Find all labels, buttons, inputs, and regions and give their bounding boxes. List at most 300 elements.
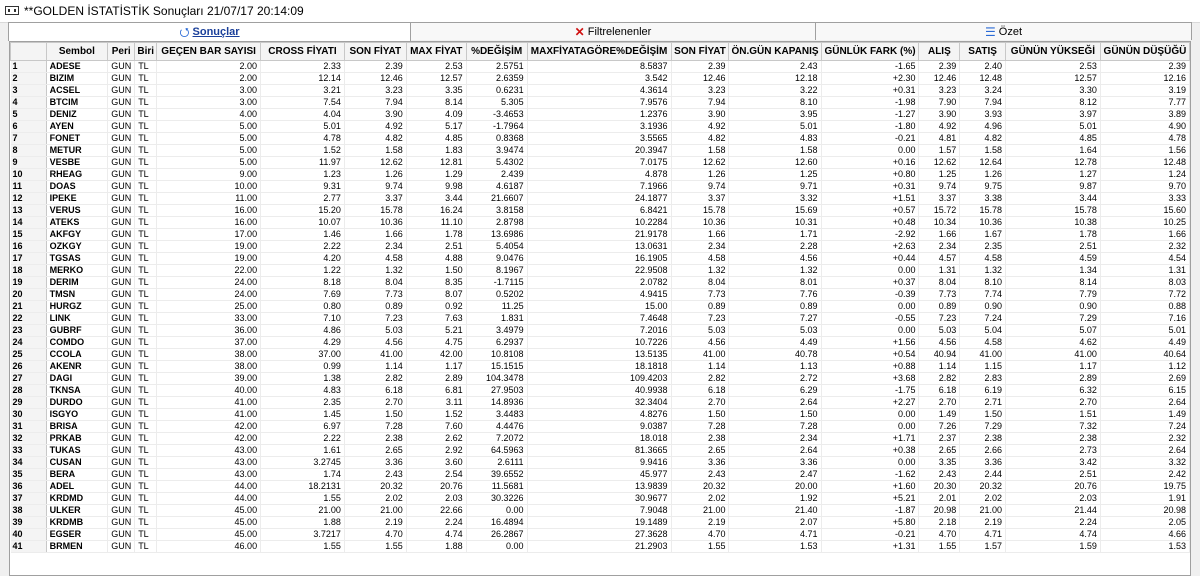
column-header[interactable]: %DEĞİŞİM: [466, 43, 527, 61]
table-cell: 15.00: [527, 301, 671, 313]
table-row[interactable]: [11, 361, 1190, 373]
table-cell: GUN: [108, 433, 135, 445]
table-cell: 4.29: [261, 337, 345, 349]
table-cell: 5.01: [1006, 121, 1101, 133]
table-cell: TL: [135, 325, 157, 337]
table-cell: 1.26: [960, 169, 1006, 181]
table-cell: 5.04: [960, 325, 1006, 337]
table-cell: 4.82: [960, 133, 1006, 145]
symbol-cell: PRKAB: [46, 433, 108, 445]
table-cell: 46.00: [157, 541, 261, 553]
symbol-cell: VESBE: [46, 157, 108, 169]
table-cell: 7.79: [1006, 289, 1101, 301]
column-header[interactable]: Biri: [135, 43, 157, 61]
table-cell: 2.64: [729, 397, 821, 409]
table-cell: 12.46: [919, 73, 960, 85]
table-row[interactable]: [11, 529, 1190, 541]
table-cell: GUN: [108, 421, 135, 433]
table-row[interactable]: [11, 421, 1190, 433]
table-row[interactable]: [11, 169, 1190, 181]
row-number: 6: [11, 121, 47, 133]
table-cell: 3.32: [1100, 457, 1189, 469]
table-cell: 7.9576: [527, 97, 671, 109]
table-cell: 4.49: [729, 337, 821, 349]
symbol-cell: CCOLA: [46, 349, 108, 361]
table-cell: 2.89: [1006, 373, 1101, 385]
table-cell: 33.00: [157, 313, 261, 325]
table-cell: TL: [135, 181, 157, 193]
table-row[interactable]: [11, 505, 1190, 517]
table-cell: 27.9503: [466, 385, 527, 397]
table-row[interactable]: [11, 73, 1190, 85]
row-number: 18: [11, 265, 47, 277]
table-cell: GUN: [108, 145, 135, 157]
row-number: 29: [11, 397, 47, 409]
table-cell: 4.78: [261, 133, 345, 145]
table-cell: TL: [135, 361, 157, 373]
table-cell: 24.00: [157, 289, 261, 301]
table-row[interactable]: [11, 277, 1190, 289]
list-icon: ☰: [985, 24, 996, 39]
tab-filtrelenenler[interactable]: [410, 22, 816, 40]
row-number: 30: [11, 409, 47, 421]
table-row[interactable]: [11, 109, 1190, 121]
table-cell: 7.73: [919, 289, 960, 301]
table-cell: 12.46: [344, 73, 406, 85]
table-cell: 2.19: [960, 517, 1006, 529]
table-cell: 1.71: [729, 229, 821, 241]
table-cell: 4.56: [919, 337, 960, 349]
table-cell: 8.04: [344, 277, 406, 289]
column-header[interactable]: MAXFİYATAGÖRE%DEĞİŞİM: [527, 43, 671, 61]
table-cell: 6.29: [729, 385, 821, 397]
table-cell: 2.00: [157, 73, 261, 85]
table-cell: 4.56: [729, 253, 821, 265]
table-row[interactable]: [11, 97, 1190, 109]
table-cell: 4.82: [671, 133, 729, 145]
table-cell: 27.3628: [527, 529, 671, 541]
table-cell: 3.44: [406, 193, 466, 205]
table-cell: 8.04: [919, 277, 960, 289]
table-row[interactable]: [11, 337, 1190, 349]
table-cell: 3.36: [671, 457, 729, 469]
table-row[interactable]: [11, 325, 1190, 337]
table-row[interactable]: [11, 241, 1190, 253]
table-cell: GUN: [108, 85, 135, 97]
table-cell: 1.27: [1006, 169, 1101, 181]
table-cell: 2.18: [919, 517, 960, 529]
table-cell: 8.18: [261, 277, 345, 289]
table-cell: 4.70: [919, 529, 960, 541]
table-cell: 12.14: [261, 73, 345, 85]
table-cell: 18.2131: [261, 481, 345, 493]
row-number: 35: [11, 469, 47, 481]
table-cell: TL: [135, 397, 157, 409]
table-cell: 2.22: [261, 241, 345, 253]
table-cell: 4.6187: [466, 181, 527, 193]
row-number: 33: [11, 445, 47, 457]
table-cell: 19.00: [157, 253, 261, 265]
table-cell: TL: [135, 421, 157, 433]
table-cell: 43.00: [157, 445, 261, 457]
table-cell: 5.00: [157, 157, 261, 169]
table-cell: 4.9415: [527, 289, 671, 301]
table-cell: 1.57: [919, 145, 960, 157]
table-cell: GUN: [108, 481, 135, 493]
table-cell: 7.76: [729, 289, 821, 301]
table-row[interactable]: [11, 481, 1190, 493]
table-cell: +0.54: [821, 349, 919, 361]
table-cell: 43.00: [157, 457, 261, 469]
table-header-row: [11, 43, 1190, 61]
symbol-cell: BRMEN: [46, 541, 108, 553]
table-cell: 7.29: [1006, 313, 1101, 325]
table-row[interactable]: [11, 541, 1190, 553]
table-cell: 4.59: [1006, 253, 1101, 265]
table-cell: TL: [135, 457, 157, 469]
table-cell: TL: [135, 541, 157, 553]
table-cell: 3.89: [1100, 109, 1189, 121]
table-row[interactable]: [11, 133, 1190, 145]
table-cell: 5.21: [406, 325, 466, 337]
table-row[interactable]: [11, 445, 1190, 457]
table-cell: 4.8276: [527, 409, 671, 421]
table-cell: 36.00: [157, 325, 261, 337]
column-header[interactable]: Sembol: [46, 43, 108, 61]
table-cell: 2.39: [344, 61, 406, 73]
table-cell: 5.01: [729, 121, 821, 133]
table-cell: +0.80: [821, 169, 919, 181]
table-row[interactable]: [11, 121, 1190, 133]
table-cell: 4.74: [406, 529, 466, 541]
column-header[interactable]: ÖN.GÜN KAPANIŞ: [729, 43, 821, 61]
table-cell: 2.89: [406, 373, 466, 385]
table-cell: 2.51: [1006, 241, 1101, 253]
table-cell: GUN: [108, 253, 135, 265]
table-cell: 6.97: [261, 421, 345, 433]
column-header[interactable]: CROSS FİYATI: [261, 43, 345, 61]
table-cell: 9.00: [157, 169, 261, 181]
table-cell: 7.60: [406, 421, 466, 433]
table-row[interactable]: [11, 205, 1190, 217]
table-cell: 3.44: [1006, 193, 1101, 205]
table-cell: 2.22: [261, 433, 345, 445]
table-cell: 2.65: [344, 445, 406, 457]
table-cell: 1.55: [919, 541, 960, 553]
table-cell: 0.89: [729, 301, 821, 313]
table-cell: 0.80: [261, 301, 345, 313]
table-cell: 1.88: [261, 517, 345, 529]
table-cell: GUN: [108, 505, 135, 517]
column-header[interactable]: GÜNÜN DÜŞÜĞÜ: [1100, 43, 1189, 61]
table-cell: TL: [135, 433, 157, 445]
table-cell: +0.31: [821, 85, 919, 97]
table-cell: 7.16: [1100, 313, 1189, 325]
table-cell: 7.77: [1100, 97, 1189, 109]
table-row[interactable]: [11, 385, 1190, 397]
table-cell: 3.37: [919, 193, 960, 205]
table-cell: 10.25: [1100, 217, 1189, 229]
table-cell: -0.21: [821, 133, 919, 145]
table-cell: TL: [135, 373, 157, 385]
table-cell: 2.43: [344, 469, 406, 481]
column-header[interactable]: GEÇEN BAR SAYISI: [157, 43, 261, 61]
table-cell: 20.76: [406, 481, 466, 493]
column-header[interactable]: MAX FİYAT: [406, 43, 466, 61]
row-number: 10: [11, 169, 47, 181]
table-cell: 15.72: [919, 205, 960, 217]
symbol-cell: HURGZ: [46, 301, 108, 313]
column-header[interactable]: ALIŞ: [919, 43, 960, 61]
table-cell: 11.25: [466, 301, 527, 313]
table-cell: 2.19: [344, 517, 406, 529]
tab-ozet[interactable]: [815, 22, 1192, 40]
table-cell: GUN: [108, 157, 135, 169]
table-row[interactable]: [11, 301, 1190, 313]
table-row[interactable]: [11, 409, 1190, 421]
table-cell: 40.94: [919, 349, 960, 361]
table-cell: 10.8108: [466, 349, 527, 361]
symbol-cell: KRDMB: [46, 517, 108, 529]
table-row[interactable]: [11, 217, 1190, 229]
table-cell: 7.24: [960, 313, 1006, 325]
table-cell: 4.78: [1100, 133, 1189, 145]
table-row[interactable]: [11, 145, 1190, 157]
row-number-header[interactable]: [11, 43, 47, 61]
table-cell: 7.26: [919, 421, 960, 433]
table-cell: 1.55: [261, 493, 345, 505]
table-cell: 1.12: [1100, 361, 1189, 373]
table-cell: 4.3614: [527, 85, 671, 97]
table-cell: 1.92: [729, 493, 821, 505]
table-row[interactable]: [11, 193, 1190, 205]
table-cell: 3.00: [157, 97, 261, 109]
table-cell: 7.27: [729, 313, 821, 325]
table-row[interactable]: [11, 313, 1190, 325]
table-cell: 21.00: [960, 505, 1006, 517]
table-cell: 7.28: [729, 421, 821, 433]
table-cell: 2.43: [919, 469, 960, 481]
table-cell: 17.00: [157, 229, 261, 241]
table-cell: 4.92: [919, 121, 960, 133]
symbol-cell: VERUS: [46, 205, 108, 217]
table-cell: TL: [135, 517, 157, 529]
table-cell: TL: [135, 145, 157, 157]
table-cell: 20.76: [1006, 481, 1101, 493]
table-row[interactable]: [11, 433, 1190, 445]
table-cell: 8.01: [729, 277, 821, 289]
table-cell: 7.63: [406, 313, 466, 325]
table-cell: 4.85: [1006, 133, 1101, 145]
column-header[interactable]: Peri: [108, 43, 135, 61]
table-cell: 2.72: [729, 373, 821, 385]
column-header[interactable]: GÜNÜN YÜKSEĞİ: [1006, 43, 1101, 61]
column-header[interactable]: SATIŞ: [960, 43, 1006, 61]
table-row[interactable]: [11, 373, 1190, 385]
table-cell: 4.04: [261, 109, 345, 121]
table-row[interactable]: [11, 157, 1190, 169]
symbol-cell: DOAS: [46, 181, 108, 193]
table-cell: 2.69: [1100, 373, 1189, 385]
table-cell: 7.1966: [527, 181, 671, 193]
table-cell: 21.44: [1006, 505, 1101, 517]
table-row[interactable]: [11, 289, 1190, 301]
table-cell: TL: [135, 61, 157, 73]
table-cell: 0.92: [406, 301, 466, 313]
table-cell: 3.37: [344, 193, 406, 205]
table-cell: 2.32: [1100, 241, 1189, 253]
table-cell: 7.4648: [527, 313, 671, 325]
table-row[interactable]: [11, 457, 1190, 469]
table-cell: 6.8421: [527, 205, 671, 217]
table-cell: 4.75: [406, 337, 466, 349]
table-cell: 2.35: [960, 241, 1006, 253]
table-row[interactable]: [11, 493, 1190, 505]
table-cell: 1.23: [261, 169, 345, 181]
tab-sonuclar[interactable]: [8, 22, 411, 41]
table-cell: +1.31: [821, 541, 919, 553]
table-row[interactable]: [11, 397, 1190, 409]
column-header[interactable]: SON FİYAT: [671, 43, 729, 61]
table-cell: 12.48: [1100, 157, 1189, 169]
table-cell: 1.50: [729, 409, 821, 421]
table-cell: 1.64: [1006, 145, 1101, 157]
table-row[interactable]: [11, 265, 1190, 277]
column-header[interactable]: GÜNLÜK FARK (%): [821, 43, 919, 61]
row-number: 1: [11, 61, 47, 73]
table-cell: TL: [135, 133, 157, 145]
table-cell: 9.70: [1100, 181, 1189, 193]
table-cell: -1.7964: [466, 121, 527, 133]
row-number: 21: [11, 301, 47, 313]
row-number: 3: [11, 85, 47, 97]
table-cell: 2.92: [406, 445, 466, 457]
table-cell: 0.00: [821, 409, 919, 421]
table-cell: 8.03: [1100, 277, 1189, 289]
table-cell: 1.67: [960, 229, 1006, 241]
table-cell: 1.49: [1100, 409, 1189, 421]
table-cell: 45.00: [157, 529, 261, 541]
table-cell: 24.00: [157, 277, 261, 289]
row-number: 27: [11, 373, 47, 385]
table-row[interactable]: [11, 61, 1190, 73]
table-cell: +0.57: [821, 205, 919, 217]
table-row[interactable]: [11, 85, 1190, 97]
table-cell: 1.55: [261, 541, 345, 553]
table-cell: 1.61: [261, 445, 345, 457]
table-cell: 3.33: [1100, 193, 1189, 205]
table-cell: 3.35: [919, 457, 960, 469]
table-cell: +0.38: [821, 445, 919, 457]
row-number: 9: [11, 157, 47, 169]
table-cell: 3.23: [344, 85, 406, 97]
table-cell: 10.36: [671, 217, 729, 229]
table-cell: 6.18: [919, 385, 960, 397]
table-cell: 19.75: [1100, 481, 1189, 493]
table-row[interactable]: [11, 181, 1190, 193]
table-cell: TL: [135, 121, 157, 133]
table-row[interactable]: [11, 229, 1190, 241]
table-cell: 0.90: [960, 301, 1006, 313]
table-cell: TL: [135, 193, 157, 205]
table-cell: 1.58: [671, 145, 729, 157]
table-cell: 3.36: [960, 457, 1006, 469]
table-cell: +0.16: [821, 157, 919, 169]
table-cell: 12.57: [1006, 73, 1101, 85]
table-cell: -1.98: [821, 97, 919, 109]
table-cell: 16.1905: [527, 253, 671, 265]
table-cell: 13.0631: [527, 241, 671, 253]
table-cell: 21.40: [729, 505, 821, 517]
table-cell: 3.21: [261, 85, 345, 97]
table-cell: 8.35: [406, 277, 466, 289]
table-cell: 6.32: [1006, 385, 1101, 397]
table-cell: +0.37: [821, 277, 919, 289]
results-grid[interactable]: [9, 41, 1191, 576]
table-row[interactable]: [11, 517, 1190, 529]
table-row[interactable]: [11, 469, 1190, 481]
table-body: [11, 61, 1190, 553]
table-row[interactable]: [11, 253, 1190, 265]
table-cell: 1.25: [729, 169, 821, 181]
table-cell: 41.00: [157, 397, 261, 409]
table-cell: 1.66: [919, 229, 960, 241]
table-cell: 5.01: [261, 121, 345, 133]
table-cell: +0.31: [821, 181, 919, 193]
symbol-cell: DAGI: [46, 373, 108, 385]
table-cell: 9.0476: [466, 253, 527, 265]
results-table: [10, 42, 1190, 553]
table-cell: -0.39: [821, 289, 919, 301]
table-cell: 45.00: [157, 517, 261, 529]
table-cell: 1.66: [671, 229, 729, 241]
table-cell: 39.00: [157, 373, 261, 385]
table-cell: GUN: [108, 361, 135, 373]
table-cell: +0.88: [821, 361, 919, 373]
table-row[interactable]: [11, 349, 1190, 361]
table-cell: 4.92: [671, 121, 729, 133]
column-header[interactable]: SON FİYAT: [344, 43, 406, 61]
table-cell: TL: [135, 205, 157, 217]
table-cell: 2.6359: [466, 73, 527, 85]
table-cell: 9.71: [729, 181, 821, 193]
table-cell: +1.71: [821, 433, 919, 445]
table-cell: 8.04: [671, 277, 729, 289]
table-cell: 5.03: [671, 325, 729, 337]
row-number: 40: [11, 529, 47, 541]
symbol-cell: ATEKS: [46, 217, 108, 229]
table-cell: 1.88: [406, 541, 466, 553]
row-number: 23: [11, 325, 47, 337]
table-cell: GUN: [108, 97, 135, 109]
table-cell: 21.00: [344, 505, 406, 517]
table-cell: 21.00: [671, 505, 729, 517]
table-cell: 5.03: [729, 325, 821, 337]
table-cell: 3.1936: [527, 121, 671, 133]
tab-ozet-label: Özet: [998, 25, 1022, 38]
table-cell: 1.14: [919, 361, 960, 373]
table-cell: 12.78: [1006, 157, 1101, 169]
table-cell: GUN: [108, 445, 135, 457]
table-cell: 2.82: [671, 373, 729, 385]
table-cell: 15.20: [261, 205, 345, 217]
table-cell: GUN: [108, 493, 135, 505]
table-cell: 7.9048: [527, 505, 671, 517]
table-cell: -3.4653: [466, 109, 527, 121]
table-cell: GUN: [108, 397, 135, 409]
table-cell: 104.3478: [466, 373, 527, 385]
row-number: 38: [11, 505, 47, 517]
